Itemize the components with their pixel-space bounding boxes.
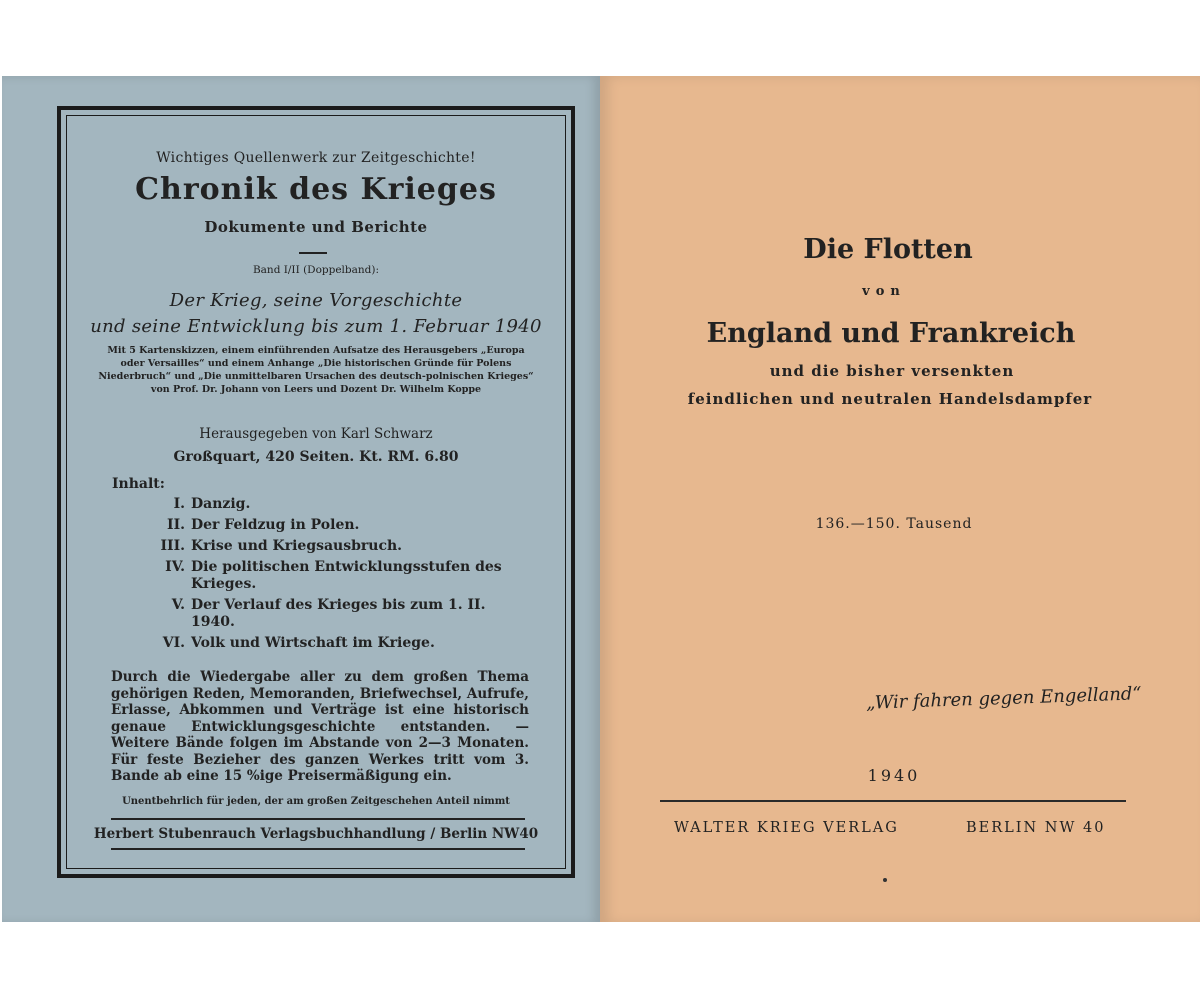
imprint-rule <box>660 800 1126 802</box>
publisher-rule-bottom <box>111 848 525 850</box>
advert-publisher: Herbert Stubenrauch Verlagsbuchhandlung / Berlin NW40 <box>93 826 539 842</box>
handwritten-quote: „Wir fahren gegen Engelland“ <box>865 683 1142 714</box>
imprint-city: BERLIN NW 40 <box>966 820 1106 836</box>
advert-kicker: Wichtiges Quellenwerk zur Zeitgeschichte! <box>156 150 476 166</box>
contents-item <box>111 597 531 631</box>
advert-script-line-1: Der Krieg, seine Vorgeschichte <box>169 290 463 311</box>
publication-year: 1940 <box>867 766 921 785</box>
contents-item-text: Der Verlauf des Krieges bis zum 1. II. 1940. <box>191 597 486 630</box>
advert-format-price: Großquart, 420 Seiten. Kt. RM. 6.80 <box>173 449 459 465</box>
advert-paragraph: Durch die Wiedergabe aller zu dem großen Thema gehörigen Reden, Memoranden, Briefwechsel, Aufrufe, Erlasse, Abkommen und Verträge ist eine historisch genaue Entwicklungsgeschichte entstanden. — Weitere Bände folgen im Abstande von 2—3 Monaten. Für feste Bezieher des ganzen Werkes tritt vom 3. Bande ab eine 15 %ige Preisermäßigung ein. <box>111 669 529 784</box>
contents-label: Inhalt: <box>112 476 165 492</box>
advert-band: Band I/II (Doppelband): <box>252 264 380 276</box>
contents-item <box>111 635 531 652</box>
contents-item-text: Krise und Kriegsausbruch. <box>191 538 403 554</box>
contents-item-number: VI. <box>162 635 185 651</box>
right-page <box>600 76 1200 924</box>
contents-list <box>111 496 531 656</box>
imprint-publisher: WALTER KRIEG VERLAG <box>674 820 899 836</box>
contents-item-number: II. <box>167 517 185 533</box>
print-run: 136.—150. Tausend <box>815 516 973 532</box>
advert-title: Chronik des Krieges <box>135 172 497 207</box>
contents-item-number: IV. <box>165 559 185 575</box>
advert-description: Mit 5 Kartenskizzen, einem einführenden Aufsatze des Herausgebers „Europa oder Versailles“ und einem Anhange „Die historischen Gründe für Polens Niederbruch“ und „Die unmittelbaren Ursachen des deutsch-polnischen Krieges“ von Prof. Dr. Johann von Leers und Dozent Dr. Wilhelm Koppe <box>98 345 534 395</box>
top-margin <box>0 0 1200 76</box>
contents-item-text: Volk und Wirtschaft im Kriege. <box>191 635 435 651</box>
book-subtitle-1: und die bisher versenkten <box>769 362 1015 380</box>
contents-item-number: V. <box>171 597 185 613</box>
contents-item <box>111 559 531 593</box>
book-main-title: England und Frankreich <box>706 318 1076 349</box>
advert-inner-frame <box>66 115 566 869</box>
contents-item <box>111 538 531 555</box>
contents-item-number: III. <box>160 538 185 554</box>
advert-frame <box>57 106 575 878</box>
book-subtitle-2: feindlichen und neutralen Handelsdampfer <box>687 390 1093 408</box>
contents-item <box>111 517 531 534</box>
left-page <box>2 76 600 924</box>
advert-editor: Herausgegeben von Karl Schwarz <box>199 426 433 442</box>
book-title: Die Flotten <box>803 234 973 265</box>
contents-item <box>111 496 531 513</box>
paper-speck <box>883 878 887 882</box>
advert-tagline: Unentbehrlich für jeden, der am großen Zeitgeschehen Anteil nimmt <box>122 796 510 807</box>
contents-item-text: Die politischen Entwicklungsstufen des Krieges. <box>191 559 502 592</box>
advert-subtitle: Dokumente und Berichte <box>204 218 428 236</box>
contents-item-number: I. <box>173 496 185 512</box>
book-title-von: von <box>862 284 906 299</box>
contents-item-text: Der Feldzug in Polen. <box>191 517 360 533</box>
contents-item-text: Danzig. <box>191 496 251 512</box>
advert-script-line-2: und seine Entwicklung bis zum 1. Februar 1940 <box>90 316 542 337</box>
bottom-margin <box>0 922 1200 1000</box>
advert-divider <box>299 252 327 254</box>
publisher-rule-top <box>111 818 525 820</box>
